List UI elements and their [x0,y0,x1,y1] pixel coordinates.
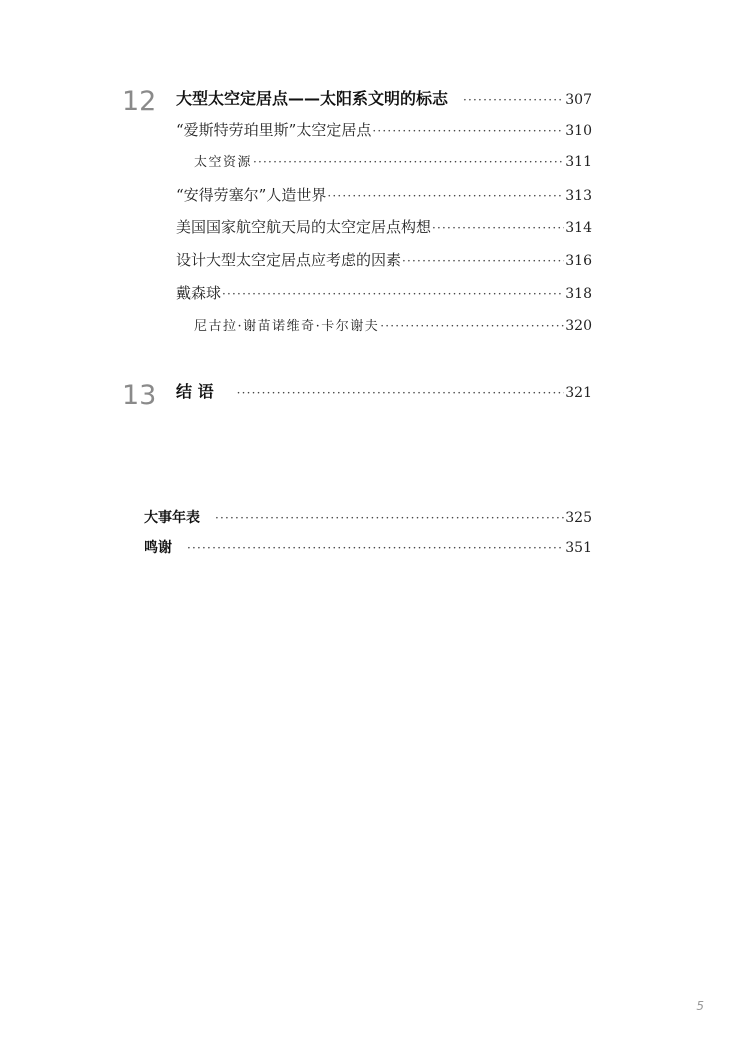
chapter-number: 12 [122,86,157,117]
toc-entry-subsection[interactable] [194,315,592,337]
page-number: 310 [565,123,592,139]
page-number: 316 [565,253,592,269]
section-title: 美国国家航空航天局的太空定居点构想 [176,218,432,236]
page-number: 320 [565,318,592,334]
toc-entry-section[interactable] [176,249,592,271]
chapter-number: 13 [122,380,157,411]
leader-dots [463,89,564,111]
section-title: 设计大型太空定居点应考虑的因素 [176,251,402,269]
page-number: 313 [565,188,592,204]
toc-entry-subsection[interactable] [194,151,592,173]
backmatter-title: 鸣谢 [144,540,172,556]
page-number: 318 [565,286,592,302]
section-title: 戴森球 [176,284,222,302]
leader-dots [380,315,564,337]
section-title: “安得劳塞尔”人造世界 [176,186,327,204]
leader-dots [327,185,564,207]
chapter-title: 大型太空定居点——太阳系文明的标志 [176,89,449,108]
toc-entry-backmatter[interactable] [144,537,592,559]
page-number: 321 [565,385,592,401]
section-title: “爱斯特劳珀里斯”太空定居点 [176,121,372,139]
backmatter-title: 大事年表 [144,510,200,526]
folio-page-number: 5 [696,999,704,1013]
subsection-title: 太空资源 [194,155,253,170]
page-number: 351 [565,540,592,556]
leader-dots [222,283,564,305]
leader-dots [372,120,564,142]
page-number: 325 [565,510,592,526]
chapter-title: 结 语 [176,382,214,401]
toc-entry-backmatter[interactable] [144,507,592,529]
subsection-title: 尼古拉·谢苗诺维奇·卡尔谢夫 [194,319,380,334]
leader-dots [402,250,564,272]
page-number: 311 [565,154,592,170]
page-number: 314 [565,220,592,236]
toc-entry-section[interactable] [176,216,592,238]
leader-dots [432,217,564,239]
toc-entry-section[interactable] [176,282,592,304]
page-number: 307 [565,92,592,108]
toc-entry-chapter[interactable] [176,381,592,403]
leader-dots [237,382,565,404]
toc-entry-section[interactable] [176,119,592,141]
leader-dots [253,151,564,173]
leader-dots [187,537,564,559]
toc-entry-section[interactable] [176,184,592,206]
toc-entry-chapter[interactable] [176,88,592,110]
leader-dots [215,507,564,529]
